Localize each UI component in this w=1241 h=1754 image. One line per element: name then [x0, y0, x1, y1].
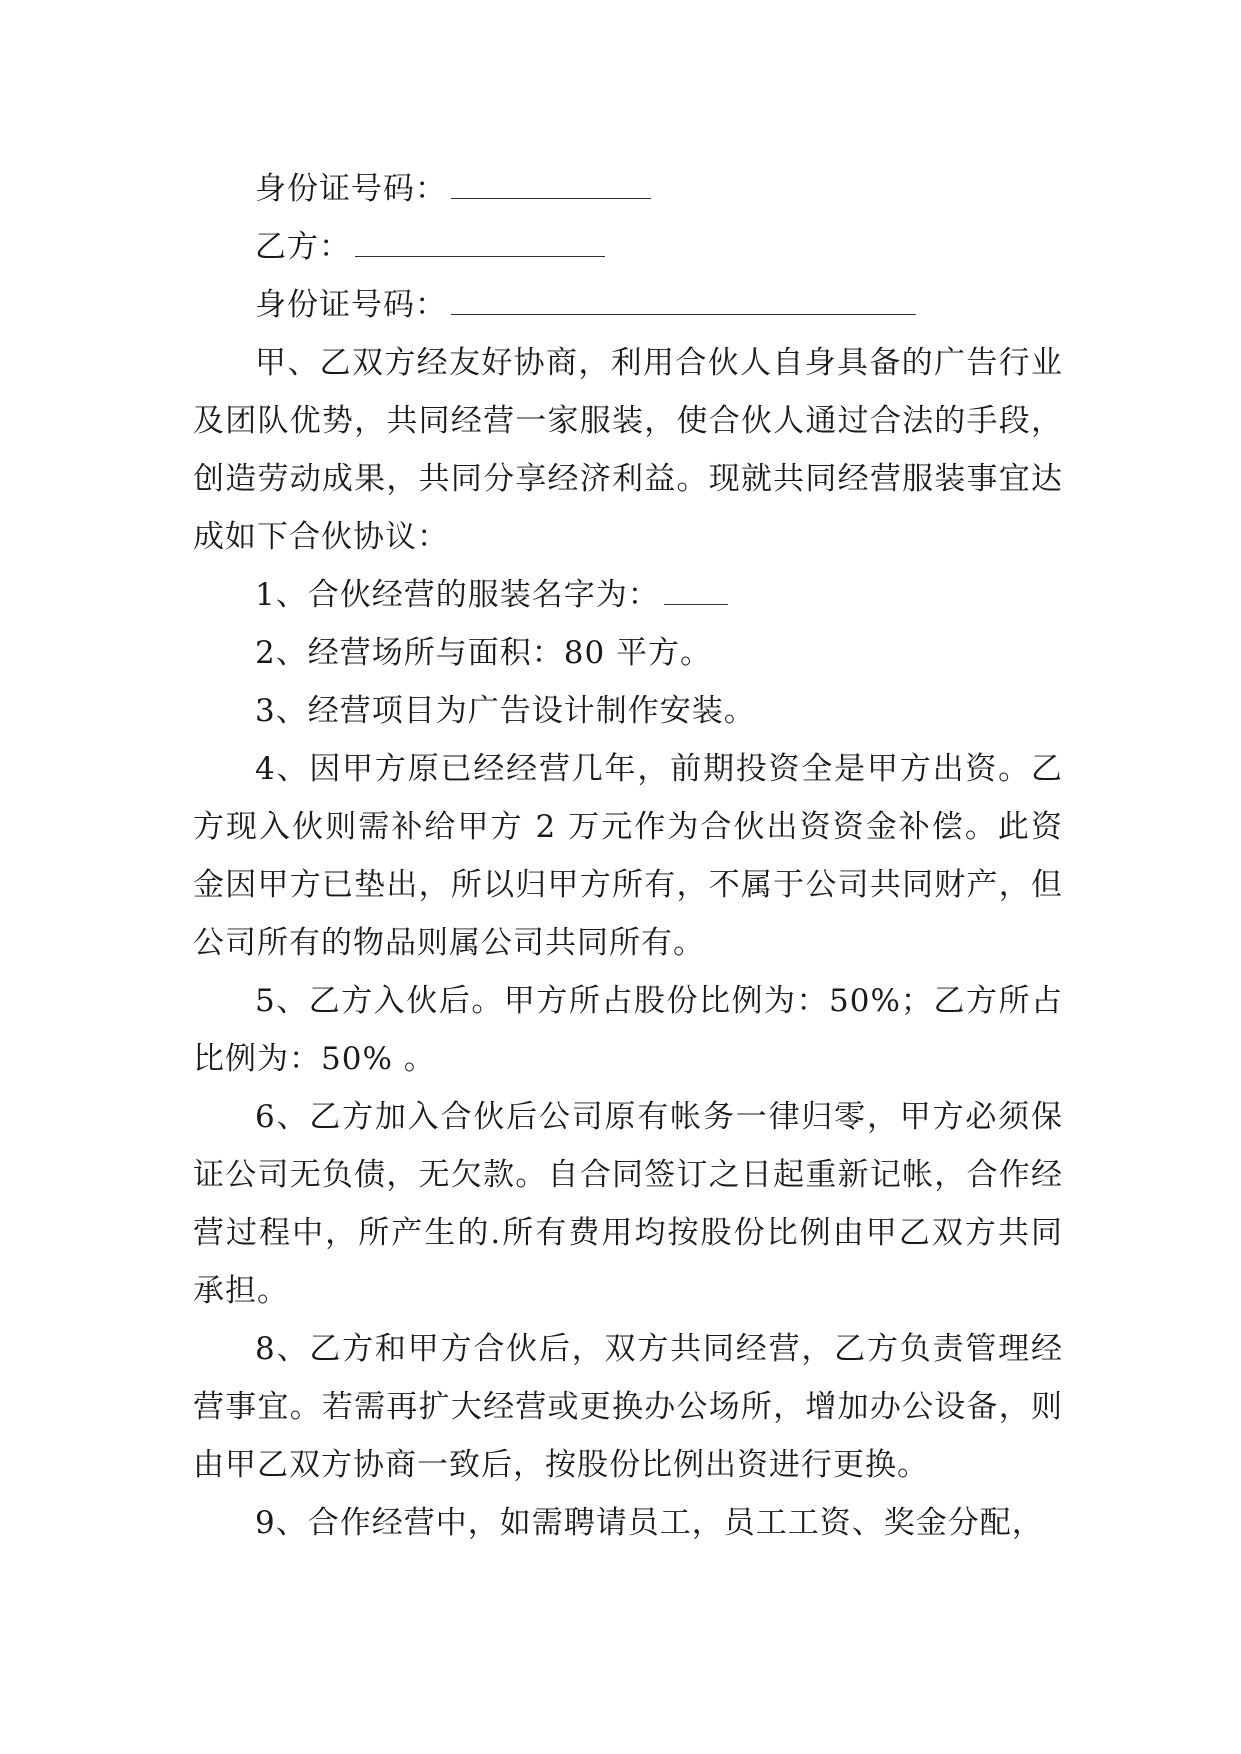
blank-line: [355, 234, 605, 257]
clause-4: 4、因甲方原已经经营几年，前期投资全是甲方出资。乙方现入伙则需补给甲方 2 万元作为合伙出资资金补偿。此资金因甲方已垫出，所以归甲方所有，不属于公司共同财产，但公司所有的物品则属公司共同所有。: [193, 751, 1063, 961]
clause-9: 9、合作经营中，如需聘请员工，员工工资、奖金分配，: [255, 1505, 1044, 1541]
id-number-field-party-b: [193, 276, 1063, 334]
intro-paragraph: 甲、乙双方经友好协商，利用合伙人自身具备的广告行业及团队优势，共同经营一家服装，使合伙人通过合法的手段，创造劳动成果，共同分享经济利益。现就共同经营服装事宜达成如下合伙协议：: [193, 345, 1063, 555]
clause-5: 5、乙方入伙后。甲方所占股份比例为：50%；乙方所占比例为：50% 。: [193, 983, 1063, 1077]
clause-1: [193, 566, 1063, 624]
blank-line: [451, 176, 651, 199]
party-b-field: [193, 218, 1063, 276]
id-number-field-party-a: [193, 160, 1063, 218]
field-label: 身份证号码：: [255, 171, 447, 207]
blank-line: [451, 292, 916, 315]
clause-2: 2、经营场所与面积：80 平方。: [255, 635, 713, 671]
blank-line: [664, 582, 728, 605]
field-label: 身份证号码：: [255, 287, 447, 323]
clause-label: 1、合伙经营的服装名字为：: [255, 577, 660, 613]
clause-8: 8、乙方和甲方合伙后，双方共同经营，乙方负责管理经营事宜。若需再扩大经营或更换办公场所，增加办公设备，则由甲乙双方协商一致后，按股份比例出资进行更换。: [193, 1331, 1063, 1483]
document-body: [193, 160, 1063, 1552]
clause-3: 3、经营项目为广告设计制作安装。: [255, 693, 756, 729]
clause-6: 6、乙方加入合伙后公司原有帐务一律归零，甲方必须保证公司无负债，无欠款。自合同签订之日起重新记帐，合作经营过程中，所产生的.所有费用均按股份比例由甲乙双方共同承担。: [193, 1099, 1063, 1309]
field-label: 乙方：: [255, 229, 351, 265]
